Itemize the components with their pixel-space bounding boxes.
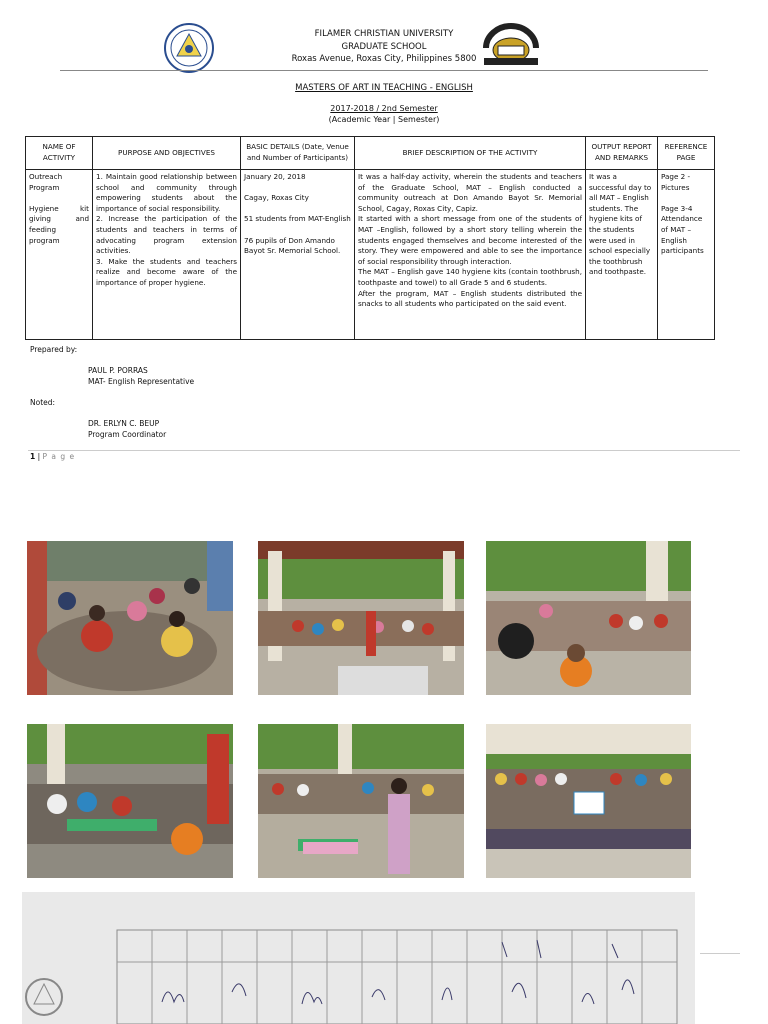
prepared-title: MAT- English Representative	[88, 377, 195, 386]
col-header-description: BRIEF DESCRIPTION OF THE ACTIVITY	[355, 137, 586, 170]
prepared-label: Prepared by:	[30, 345, 78, 354]
outreach-photo-1	[27, 541, 233, 695]
address: Roxas Avenue, Roxas City, Philippines 5800	[291, 54, 477, 64]
program-title: MASTERS OF ART IN TEACHING - ENGLISH	[295, 83, 473, 93]
page-label: P a g e	[42, 452, 76, 461]
outreach-photo-4	[27, 724, 233, 878]
activity-name: Outreach Program Hygiene kit giving and feeding program	[29, 172, 89, 245]
page-number: 1	[30, 452, 36, 461]
outreach-photo-6	[486, 724, 691, 878]
activity-details: January 20, 2018 Cagay, Roxas City 51 students from MAT-English 76 pupils of Don Amando Bayot Sr. Memorial School.	[244, 172, 351, 256]
school-name: GRADUATE SCHOOL	[341, 41, 427, 52]
table-header-row	[26, 137, 715, 170]
noted-name: DR. ERLYN C. BEUP	[88, 419, 160, 428]
university-name: FILAMER CHRISTIAN UNIVERSITY	[314, 29, 454, 39]
attendance-sheet-scan	[22, 892, 695, 1024]
activity-reference: Page 2 - Pictures Page 3-4 Attendance of MAT – English participants	[661, 172, 704, 256]
term: 2017-2018 / 2nd Semester	[330, 104, 438, 113]
activity-output: It was a successful day to all MAT – English students. The hygiene kits of the students were used in school especially the toothbrush and toothpaste.	[589, 172, 652, 277]
col-header-purpose: PURPOSE AND OBJECTIVES	[93, 137, 241, 170]
col-header-name: NAME OF ACTIVITY	[26, 137, 93, 170]
outreach-photo-2	[258, 541, 464, 695]
letterhead	[0, 28, 768, 66]
activity-table	[25, 136, 715, 340]
noted-title: Program Coordinator	[88, 430, 167, 439]
activity-purpose: 1. Maintain good relationship between school and community through empowering students about the importance of social responsibility. 2. Increase the participation of the students and teachers in terms of advocating program extension activities. 3. Make the students and teachers realize and become aware of the importance of proper hygiene.	[96, 172, 237, 287]
col-header-details: BASIC DETAILS (Date, Venue and Number of Participants)	[241, 137, 355, 170]
noted-label: Noted:	[30, 398, 56, 407]
second-page-divider	[700, 953, 740, 954]
page-footer: 1 | P a g e	[30, 452, 76, 461]
outreach-photo-3	[486, 541, 691, 695]
col-header-output: OUTPUT REPORT AND REMARKS	[586, 137, 658, 170]
col-header-reference: REFERENCE PAGE	[658, 137, 715, 170]
outreach-photo-5	[258, 724, 464, 878]
prepared-name: PAUL P. PORRAS	[88, 366, 148, 375]
term-note: (Academic Year | Semester)	[328, 115, 440, 124]
table-row	[26, 170, 715, 340]
header-divider	[60, 70, 708, 71]
activity-description: It was a half-day activity, wherein the students and teachers of the Graduate School, MAT – English conducted a community outreach at Don Amando Bayot Sr. Memorial School, Cagay, Roxas City, Capiz. It started with a short message from one of the students of MAT –English, followed by a short story telling wherein the students engaged themselves and become interested of the story. They were empowered and able to see the importance of social responsibility through interaction. The MAT – English gave 140 hygiene kits (contain toothbrush, toothpaste and towel) to all Grade 5 and 6 students. After the program, MAT – English students distributed the snacks to all students who participated on the said event.	[358, 172, 582, 309]
footer-divider	[28, 450, 740, 451]
